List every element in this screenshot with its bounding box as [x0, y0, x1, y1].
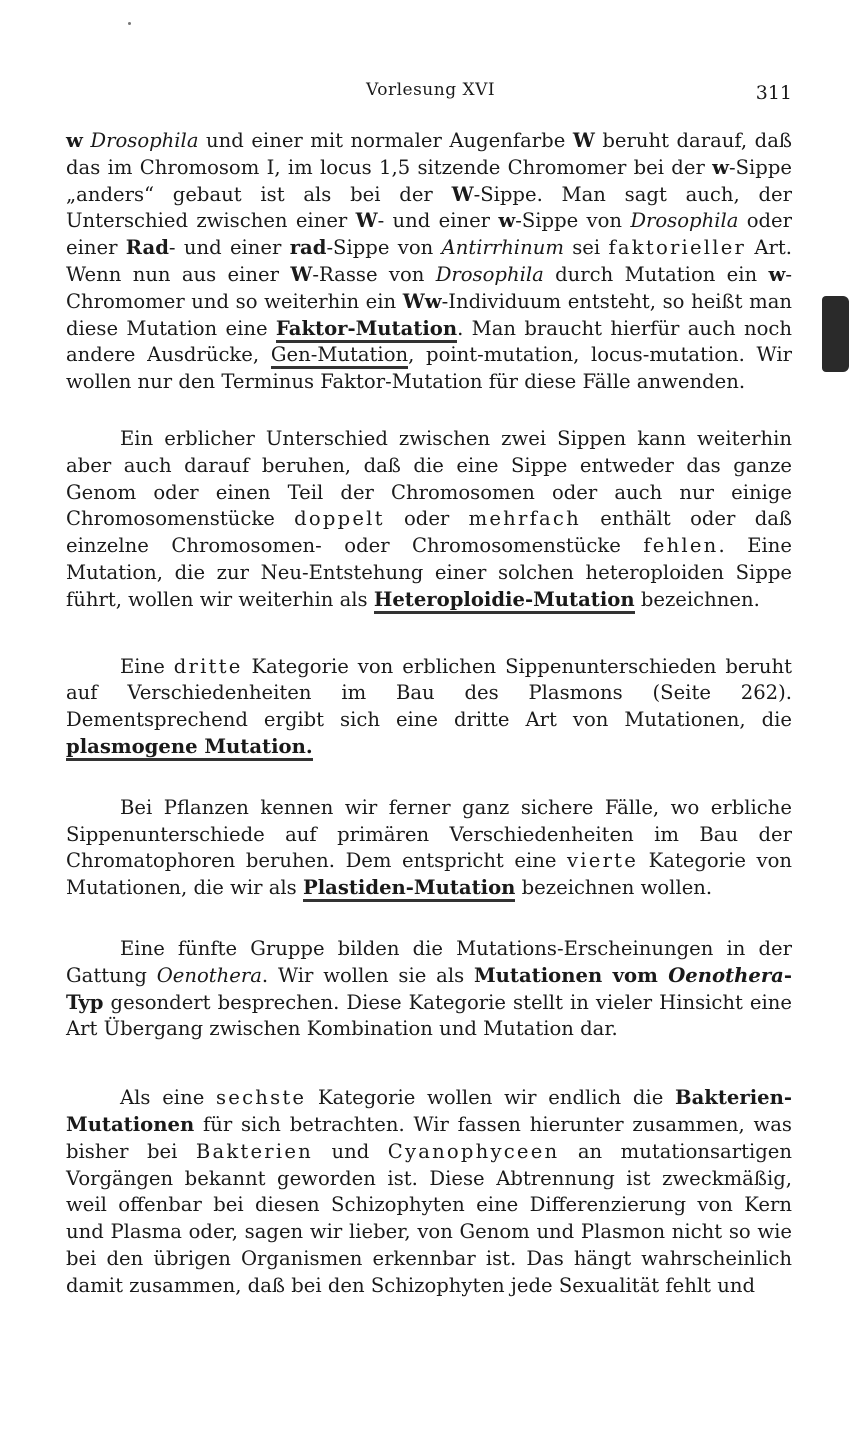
page-header	[66, 80, 792, 108]
spaced-term: dritte	[173, 654, 243, 678]
text-run: durch Mutation ein	[543, 262, 769, 286]
symbol-w: w	[66, 129, 83, 152]
text-run: Art. Wenn nun aus einer	[66, 236, 793, 286]
highlighted-term: Heteroploidie-Mutation	[374, 588, 635, 614]
text-run: -Sippe „anders“ gebaut ist als bei der	[66, 155, 792, 206]
spaced-term: faktorieller	[608, 236, 747, 260]
spaced-term: vierte	[567, 849, 638, 873]
text-run: beruht darauf, daß das im Chromosom I, im locus 1,5 sitzende Chromomer bei der	[66, 129, 792, 179]
text-run: Als eine	[120, 1086, 217, 1110]
text-run: und einer mit normaler Augenfarbe	[198, 129, 573, 152]
symbol-Ww: Ww	[402, 289, 442, 313]
text-run: sei	[563, 236, 609, 260]
text-run: für sich betrachten. Wir fassen hierunter zusammen, was bisher bei	[66, 1112, 792, 1163]
spaced-term: Cyanophyceen	[387, 1139, 560, 1163]
text-run: enthält oder daß einzelne Chromosomen- oder Chromosomenstücke	[66, 507, 792, 558]
paragraph-1	[66, 128, 792, 396]
bold-term: Mutationen vom	[473, 963, 669, 987]
bold-italic-term: Oenothera	[668, 963, 784, 987]
text-run: - und einer	[168, 236, 290, 260]
spaced-term: doppelt	[294, 507, 385, 531]
italic-term: Drosophila	[435, 262, 544, 286]
text-run: -Rasse von	[312, 262, 436, 286]
symbol-W: W	[451, 182, 474, 206]
text-run: gesondert besprechen. Diese Kategorie stellt in vieler Hinsicht eine Art Übergang zwischen Kombination und Mutation dar.	[66, 990, 792, 1041]
text-run: bezeichnen wollen.	[515, 876, 713, 900]
text-run: -Sippe. Man sagt auch, der Unterschied zwischen einer	[66, 182, 792, 233]
text-run: -Individuum entsteht, so heißt man diese Mutation eine	[66, 289, 792, 340]
paragraph-3	[66, 654, 792, 761]
text-run: - und einer	[377, 209, 499, 233]
ink-speck	[128, 22, 131, 25]
text-run: . Man braucht hierfür auch noch andere Ausdrücke,	[66, 316, 792, 367]
paragraph-5	[66, 936, 792, 1043]
body-text	[66, 128, 792, 1299]
text-run: Bei Pflanzen kennen wir ferner ganz sichere Fälle, wo erbliche Sippenunterschiede auf primären Verschiedenheiten im Bau der Chromatophoren beruhen. Dem entspricht eine	[66, 795, 792, 873]
bold-term: -Typ	[66, 963, 793, 1014]
symbol-w: w	[498, 209, 516, 233]
italic-term: Drosophila	[630, 209, 739, 233]
text-run: oder einer	[66, 209, 793, 260]
text-run: -Sippe von	[515, 209, 631, 233]
highlighted-term: Faktor-Mutation	[276, 317, 457, 343]
text-run: Kategorie wollen wir endlich die	[306, 1086, 676, 1110]
bold-term: Bakterien-Mutationen	[66, 1086, 793, 1136]
spaced-term: sechste	[216, 1086, 307, 1110]
text-run: Eine	[120, 654, 174, 678]
symbol-w: w	[712, 155, 729, 179]
paragraph-6	[66, 1085, 792, 1299]
text-run: . Eine Mutation, die zur Neu-Entstehung einer solchen heteroploiden Sippe führt, wollen wir weiterhin als	[66, 534, 792, 611]
symbol-W: W	[290, 262, 313, 286]
symbol-Rad: Rad	[125, 236, 169, 260]
highlighted-term: plasmogene Mutation.	[66, 735, 313, 761]
symbol-W: W	[355, 209, 378, 233]
italic-term: Antirrhinum	[441, 236, 564, 260]
spaced-term: fehlen	[643, 534, 719, 558]
highlighted-term: Gen-Mutation	[271, 343, 408, 369]
text-run: -Sippe von	[326, 236, 442, 260]
text-run: . Wir wollen sie als	[261, 963, 474, 987]
text-run: Ein erblicher Unterschied zwischen zwei Sippen kann weiterhin aber auch darauf beruhen, daß die eine Sippe entweder das ganze Genom oder einen Teil der Chromosomen oder auch nur einige Chromosomenstücke	[66, 426, 792, 531]
paragraph-2	[66, 426, 792, 614]
text-run: -Chromomer und so weiterhin ein	[66, 262, 792, 313]
running-head: Vorlesung XVI	[366, 80, 496, 100]
page-number: 311	[755, 82, 792, 104]
text-run: Eine fünfte Gruppe bilden die Mutations-Erscheinungen in der Gattung	[66, 936, 792, 987]
spaced-term: Bakterien	[195, 1139, 313, 1163]
italic-term: Oenothera	[156, 963, 262, 987]
text-run: , point-mutation, locus-mutation. Wir wollen nur den Terminus Faktor-Mutation für diese Fälle anwenden.	[66, 343, 792, 394]
text-run: bezeichnen.	[634, 587, 760, 611]
margin-marker-stroke	[822, 296, 849, 372]
paragraph-4	[66, 795, 792, 902]
text-run: oder	[384, 507, 469, 531]
text-run: Kategorie von Mutationen, die wir als	[66, 849, 792, 900]
italic-term: Drosophila	[90, 129, 199, 152]
symbol-W: W	[572, 129, 595, 152]
highlighted-term: Plastiden-Mutation	[303, 876, 515, 902]
spaced-term: mehrfach	[468, 507, 581, 531]
text-run: und	[312, 1139, 388, 1163]
symbol-w: w	[768, 262, 786, 286]
text-run: an mutationsartigen Vorgängen bekannt geworden ist. Diese Abtrennung ist zweckmäßig, weil offenbar bei diesen Schizophyten eine Differenzierung von Kern und Plasma oder, sagen wir lieber, von Genom und Plasmon nicht so wie bei den übrigen Organismen erkennbar ist. Das hängt wahrscheinlich damit zusammen, daß bei den Schizophyten jede Sexualität fehlt und	[66, 1139, 792, 1297]
text-run: Kategorie von erblichen Sippenunterschieden beruht auf Verschiedenheiten im Bau des Plasmons (Seite 262). Dementsprechend ergibt sich eine dritte Art von Mutationen, die	[66, 654, 793, 732]
symbol-rad: rad	[289, 236, 327, 260]
